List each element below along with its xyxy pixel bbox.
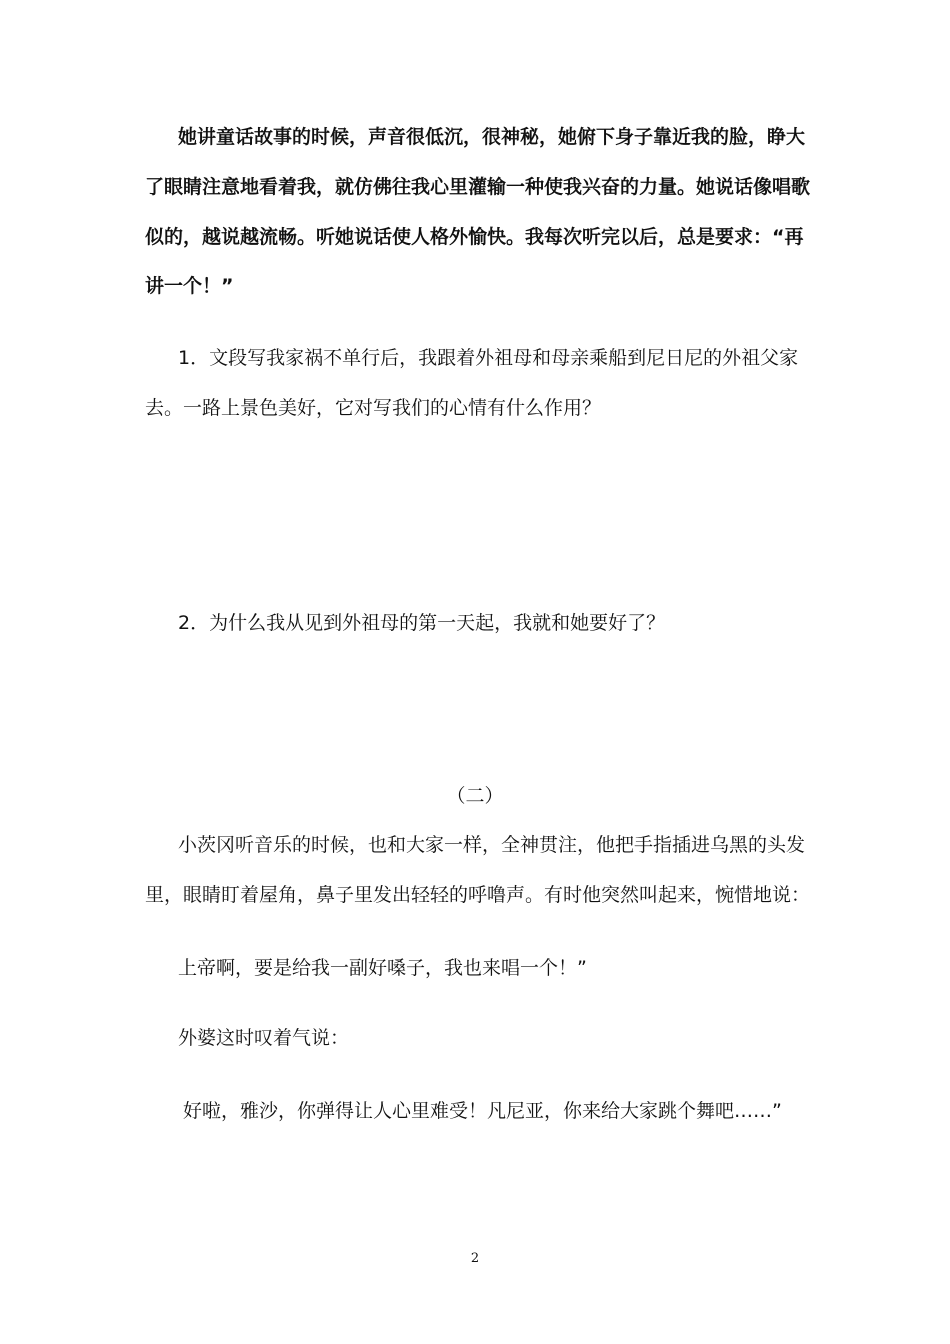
section2-line-2: 里，眼睛盯着屋角，鼻子里发出轻轻的呼噜声。有时他突然叫起来，惋惜地说：	[145, 884, 811, 906]
section2-line-1: 小茨冈听音乐的时候，也和大家一样，全神贯注，他把手指插进乌黑的头发	[178, 834, 806, 856]
section2-line-4: 外婆这时叹着气说：	[178, 1027, 350, 1049]
section2-line-5: 好啦，雅沙，你弹得让人心里难受！凡尼亚，你来给大家跳个舞吧……”	[183, 1100, 782, 1122]
question-2-line-1: 2．为什么我从见到外祖母的第一天起，我就和她要好了？	[178, 612, 666, 634]
passage1-line-1: 她讲童话故事的时候，声音很低沉，很神秘，她俯下身子靠近我的脸，睁大	[178, 126, 806, 148]
passage1-line-2: 了眼睛注意地看着我，就仿佛往我心里灌输一种使我兴奋的力量。她说话像唱歌	[145, 176, 811, 198]
passage1-line-4: 讲一个！”	[145, 275, 234, 297]
section2-line-3: 上帝啊，要是给我一副好嗓子，我也来唱一个！”	[178, 957, 587, 979]
question-1-line-1: 1．文段写我家祸不单行后，我跟着外祖母和母亲乘船到尼日尼的外祖父家	[178, 347, 799, 369]
page-number: 2	[470, 1251, 480, 1266]
section-heading: （二）	[446, 785, 504, 807]
question-1-line-2: 去。一路上景色美好，它对写我们的心情有什么作用？	[145, 397, 602, 419]
passage1-line-3: 似的，越说越流畅。听她说话使人格外愉快。我每次听完以后，总是要求：“再	[145, 226, 804, 248]
